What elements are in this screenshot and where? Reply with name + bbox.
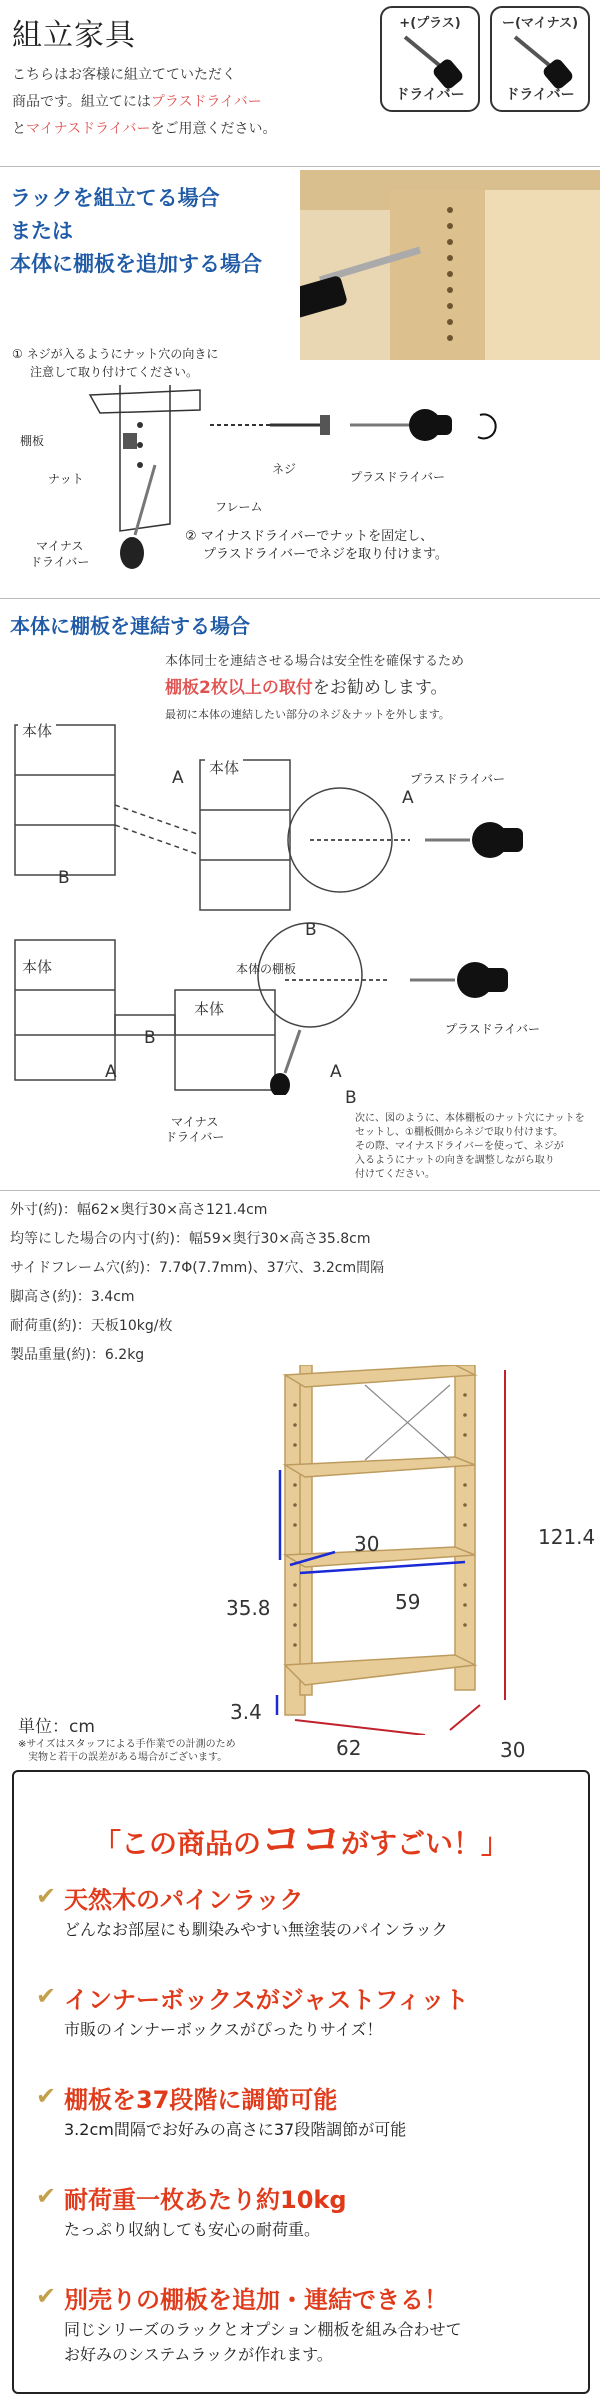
check-icon: ✔ (36, 2182, 57, 2210)
check-icon: ✔ (36, 2282, 57, 2310)
label-a-2: A (105, 1062, 117, 1082)
dim-width: 62 (336, 1736, 362, 1760)
feature-item: ✔ 耐荷重一枚あたり約10kg たっぷり収納しても安心の耐荷重。 (36, 2182, 347, 2239)
label-neji: ネジ (272, 462, 297, 476)
spec-item: 製品重量(約)：6.2kg (10, 1347, 145, 1363)
page-title: 組立家具 (12, 18, 136, 53)
feature-item: ✔ 天然木のパインラック どんなお部屋にも馴染みやすい無塗装のパインラック (36, 1882, 448, 1939)
label-b-2: B (144, 1028, 156, 1048)
spec-item: サイドフレーム穴(約)：7.7Φ(7.7mm)、37穴、3.2cm間隔 (10, 1260, 385, 1276)
label-tanaita: 棚板 (20, 434, 45, 448)
label-b-zoom: B (305, 920, 317, 940)
spec-item: 耐荷重(約)：天板10kg/枚 (10, 1318, 173, 1334)
plus-driver-box: +(プラス) ドライバー (380, 6, 480, 112)
step1-text: ① ネジが入るようにナット穴の向きに 注意して取り付けてください。 (12, 347, 219, 379)
minus-screwdriver-icon (495, 31, 585, 91)
divider (0, 1190, 600, 1191)
dim-leg: 3.4 (230, 1700, 262, 1724)
minus-driver-box: ー(マイナス) ドライバー (490, 6, 590, 112)
dim-inner-width: 59 (395, 1590, 421, 1614)
dim-inner-depth: 30 (354, 1532, 380, 1556)
spec-item: 脚高さ(約)：3.4cm (10, 1289, 135, 1305)
label-hontai-1: 本体 (18, 720, 56, 741)
section2-text: 本体同士を連結させる場合は安全性を確保するため 棚板2枚以上の取付をお勧めします。 最初に本体の連結したい部分のネジ＆ナットを外します。 (165, 654, 465, 721)
dim-height: 121.4 (538, 1525, 596, 1549)
label-b-3: B (345, 1088, 357, 1108)
spec-item: 均等にした場合の内寸(約)：幅59×奥行30×高さ35.8cm (10, 1231, 371, 1247)
feature-panel (12, 1770, 590, 2394)
check-icon: ✔ (36, 1882, 57, 1910)
label-plus-driver-3: プラスドライバー (445, 1022, 541, 1036)
label-a: A (172, 768, 184, 788)
panel-title: 「この商品のココがすごい！」 (92, 1817, 510, 1863)
size-note: ※サイズはスタッフによる手作業での計測のため 実物と若干の誤差がある場合がございます。 (18, 1739, 236, 1763)
label-hontai-4: 本体 (190, 998, 228, 1019)
label-plus-driver: プラスドライバー (350, 470, 446, 484)
spec-item: 外寸(約)：幅62×奥行30×高さ121.4cm (10, 1202, 268, 1218)
section2-heading: 本体に棚板を連結する場合 (10, 614, 250, 638)
label-frame: フレーム (215, 500, 263, 514)
dim-depth: 30 (500, 1738, 526, 1762)
label-minus-driver: マイナス ドライバー (30, 539, 90, 569)
label-a-zoom: A (402, 788, 414, 808)
label-plus-driver-2: プラスドライバー (410, 772, 506, 786)
label-b: B (58, 868, 70, 888)
divider (0, 598, 600, 599)
dim-inner-height: 35.8 (226, 1596, 271, 1620)
plus-screwdriver-icon (385, 31, 475, 91)
spec-list (10, 1196, 384, 1370)
label-hontai-3: 本体 (18, 956, 56, 977)
section2-note: 次に、図のように、本体棚板のナット穴にナットを セットし、①棚板側からネジで取り付けます。 その際、マイナスドライバーを使って、ネジが 入るようにナットの向きを調整しながら取り 付けてください。 (355, 1113, 585, 1180)
check-icon: ✔ (36, 2082, 57, 2110)
rack-drawing (255, 1365, 535, 1735)
label-minus-driver-2: マイナス ドライバー (165, 1115, 225, 1144)
unit-label: 単位：cm (18, 1717, 95, 1737)
label-hontai-2: 本体 (205, 757, 243, 778)
assembly-photo (300, 170, 600, 360)
step2-text: ② マイナスドライバーでナットを固定し、 プラスドライバーでネジを取り付けます。 (185, 529, 448, 562)
intro-text: こちらはお客様に組立てていただく 商品です。組立てにはプラスドライバー とマイナスドライバーをご用意ください。 (12, 67, 277, 137)
section1-heading: ラックを組立てる場合 または 本体に棚板を追加する場合 (10, 186, 262, 276)
label-nut: ナット (48, 472, 84, 486)
label-hontai-tanaita: 本体の棚板 (236, 962, 297, 976)
label-a-3: A (330, 1062, 342, 1082)
feature-item: ✔ インナーボックスがジャストフィット 市販のインナーボックスがぴったりサイズ！ (36, 1982, 469, 2039)
feature-item: ✔ 別売りの棚板を追加・連結できる！ 同じシリーズのラックとオプション棚板を組み合わせて お好みのシステムラックが作れます。 (36, 2282, 462, 2364)
feature-item: ✔ 棚板を37段階に調節可能 3.2cm間隔でお好みの高さに37段階調節が可能 (36, 2082, 407, 2139)
divider (0, 166, 600, 167)
check-icon: ✔ (36, 1982, 57, 2010)
